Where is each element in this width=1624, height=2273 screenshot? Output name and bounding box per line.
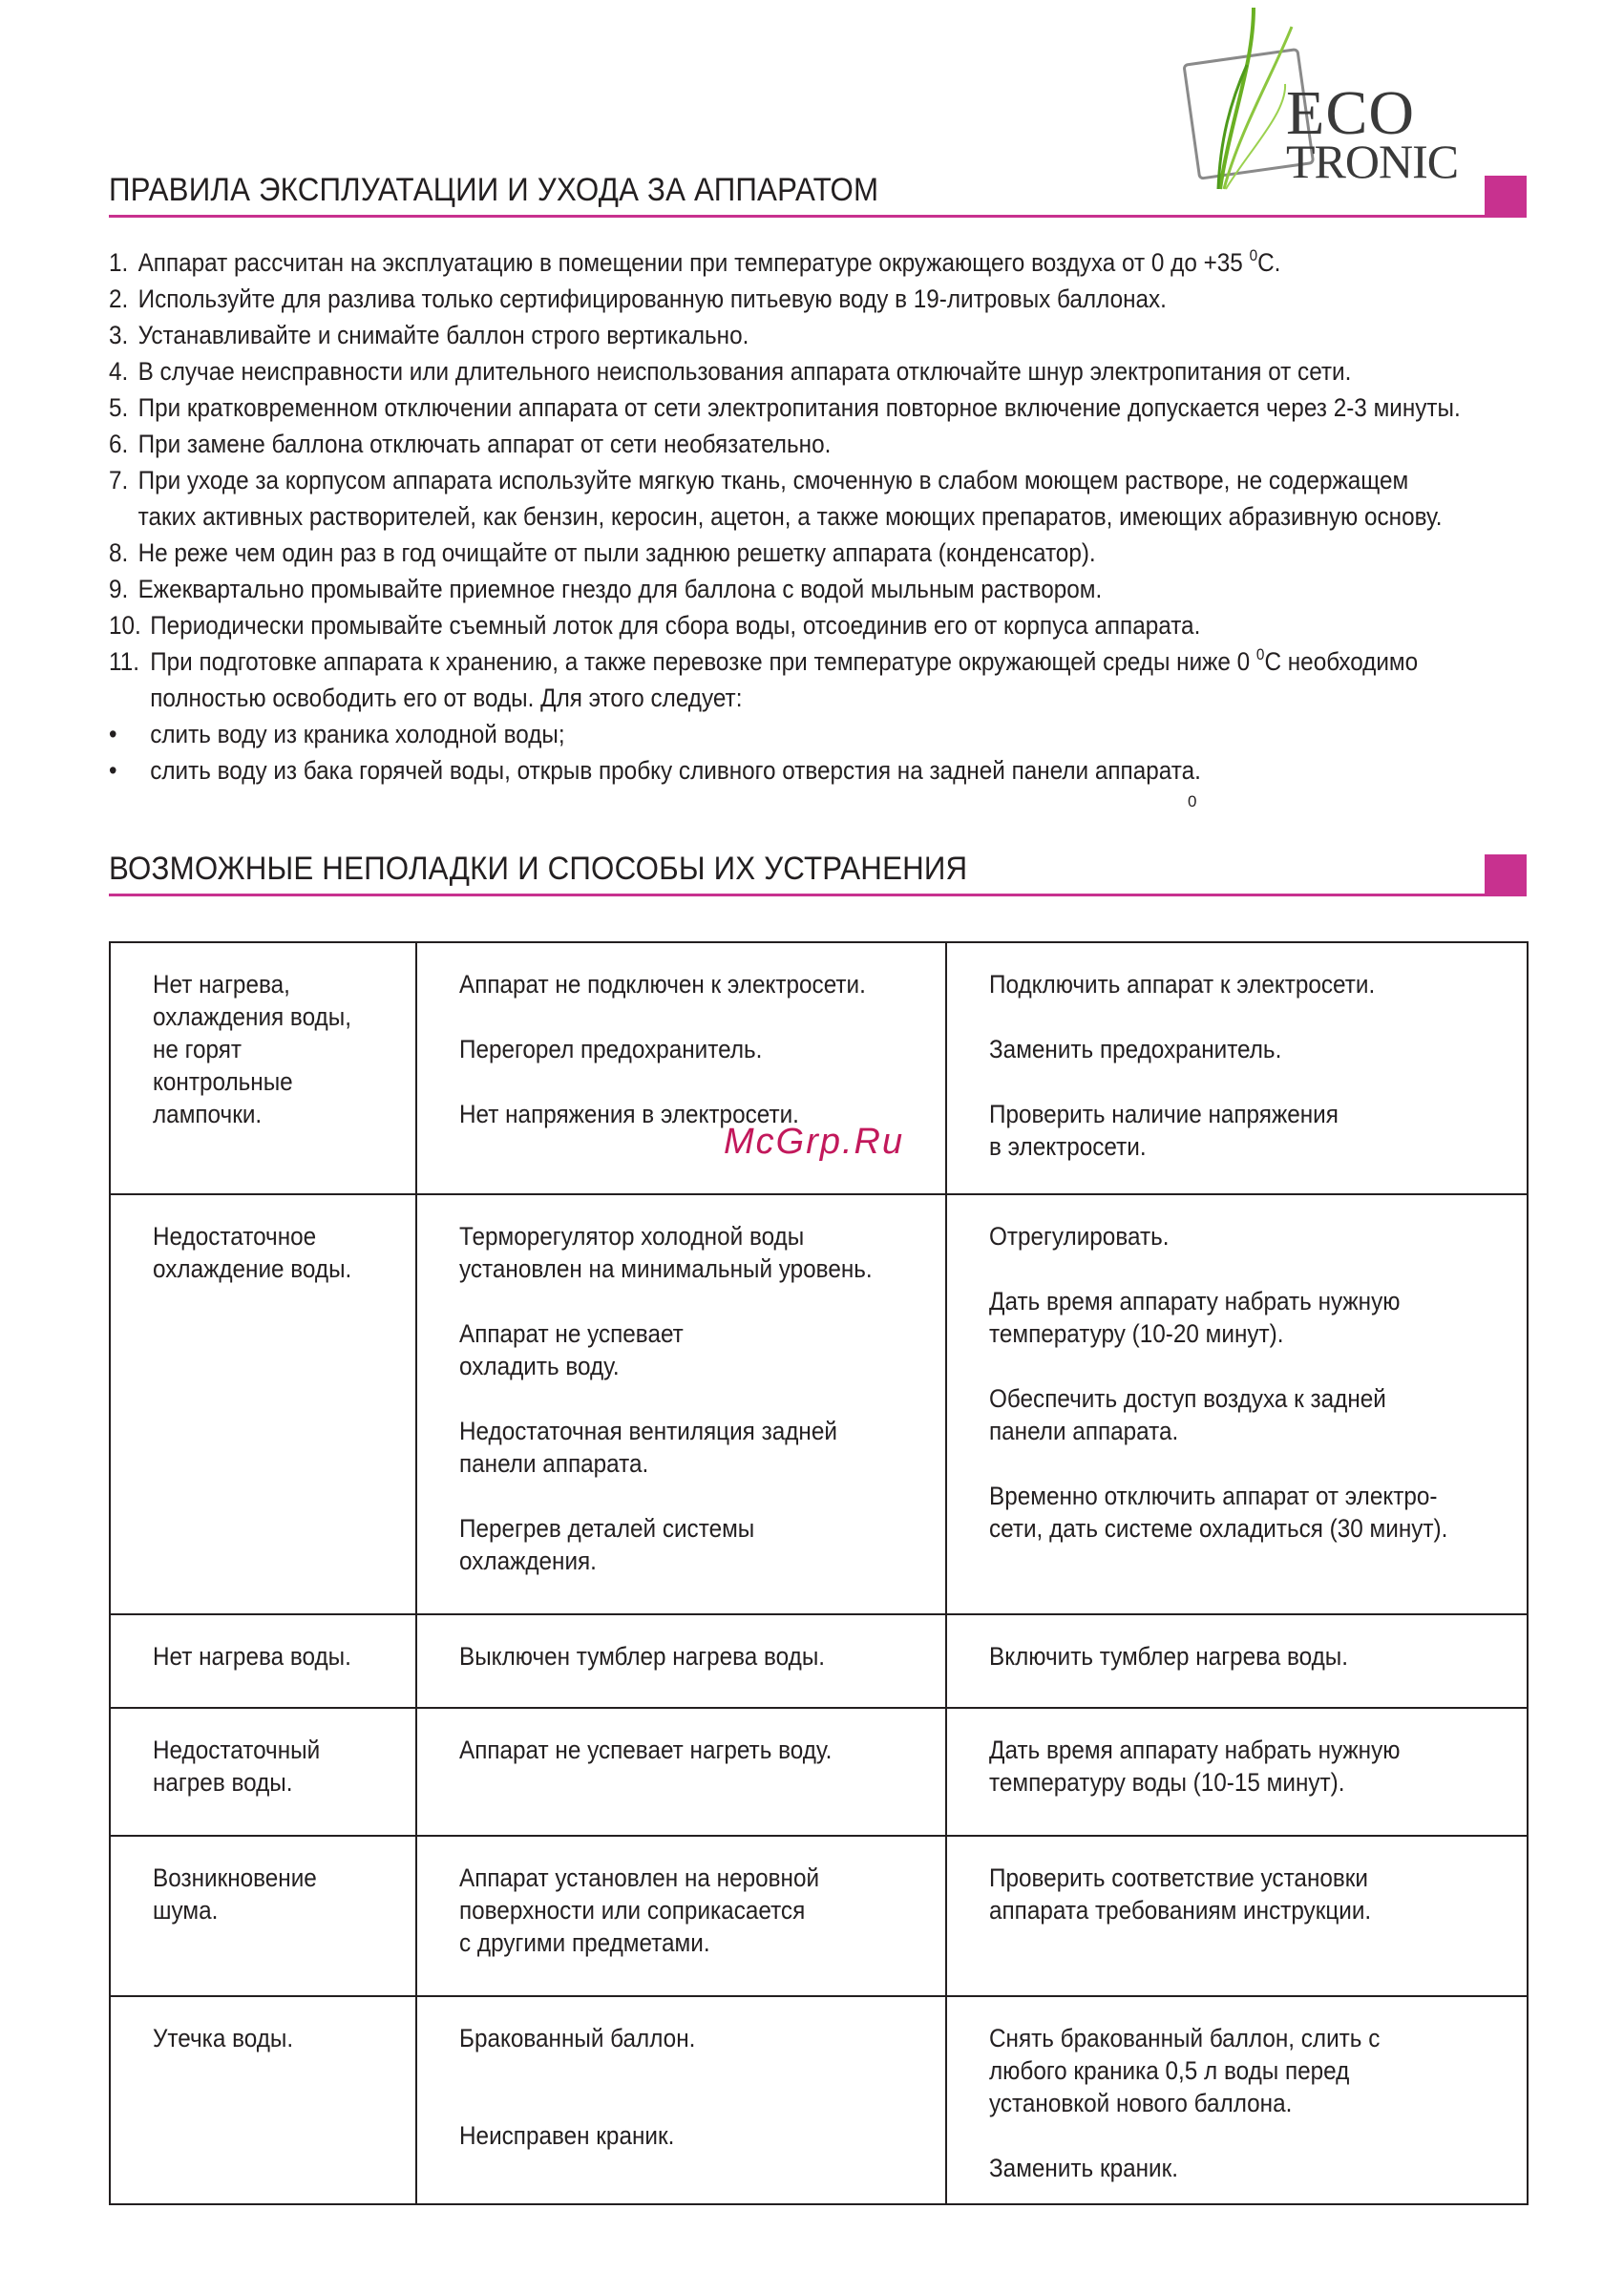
logo-text-eco: ECO [1286,78,1415,148]
item-number: 3. [109,321,129,349]
rules-list-item [109,426,1398,462]
item-text-tail: С. [1257,248,1281,277]
item-text: При подготовке аппарата к хранению, а также перевозке при температуре окружающей среды ниже 0 [150,647,1256,676]
rules-list [109,244,1541,789]
rules-list-item [109,353,1398,389]
rules-list-item [109,607,1398,643]
fix-cell [946,1996,1528,2204]
item-number: 6. [109,430,129,458]
cause-text: Аппарат установлен на неровной поверхности или соприкасается с другими предметами. [459,1863,820,1957]
rules-section-title: ПРАВИЛА ЭКСПЛУАТАЦИИ И УХОДА ЗА АППАРАТОМ [109,172,879,208]
cause-cell [416,1614,946,1708]
item-text-continued: таких активных растворителей, как бензин, керосин, ацетон, а также моющих препаратов, имеющих абразивную основу. [137,502,1443,531]
item-number: 9. [109,575,129,603]
fault-cell: Нет нагрева воды. [110,1614,416,1708]
fix-text: Временно отключить аппарат от электро- сети, дать системе охладиться (30 минут). [989,1482,1448,1543]
item-text: Аппарат рассчитан на эксплуатацию в помещении при температуре окружающего воздуха от 0 до +35 [137,248,1250,277]
cause-text: Перегорел предохранитель. [459,1035,763,1063]
item-number: 7. [109,466,129,495]
item-number: 2. [109,284,129,313]
rules-list-item [109,389,1461,426]
fix-text: Включить тумблер нагрева воды. [989,1642,1349,1671]
item-text-tail: С необходимо [1264,647,1419,676]
fix-text: Снять бракованный баллон, слить с любого краника 0,5 л воды перед установкой нового баллона. [989,2024,1381,2117]
rules-title-accent [1485,176,1527,218]
cause-text: Аппарат не успевает нагреть воду. [459,1736,833,1764]
cause-text: Недостаточная вентиляция задней панели аппарата. [459,1417,837,1478]
degree-mark: 0 [1249,246,1258,264]
item-text: Периодически промывайте съемный лоток для сбора воды, отсоединив его от корпуса аппарата. [150,611,1201,640]
fix-text: Подключить аппарат к электросети. [989,970,1376,999]
watermark: McGrp.Ru [724,1122,905,1162]
fault-cell: Недостаточное охлаждение воды. [110,1194,416,1614]
cause-cell [416,1996,946,2204]
rules-list-item [109,462,1443,535]
fault-row [110,1614,1528,1708]
fault-row [110,1708,1528,1836]
fault-cell: Недостаточный нагрев воды. [110,1708,416,1836]
cause-text: Аппарат не подключен к электросети. [459,970,866,999]
item-number: 1. [109,248,129,277]
stray-mark: 0 [1188,792,1197,810]
rules-list-item [109,535,1398,571]
faults-title-accent [1485,854,1527,896]
rules-title-underline [109,215,1527,218]
rules-list-item [109,281,1398,317]
fix-text: Обеспечить доступ воздуха к задней панели аппарата. [989,1384,1386,1445]
item-text: Устанавливайте и снимайте баллон строго вертикально. [137,321,749,349]
rules-bullet-item [109,752,1398,789]
fix-cell [946,1194,1528,1614]
cause-text: Неисправен краник. [459,2121,675,2150]
cause-text: Нет напряжения в электросети. [459,1100,799,1128]
item-text: При кратковременном отключении аппарата от сети электропитания повторное включение допускается через 2-3 минуты. [137,393,1461,422]
fix-text: Заменить предохранитель. [989,1035,1282,1063]
fix-text: Заменить краник. [989,2154,1178,2182]
faults-section-title: ВОЗМОЖНЫЕ НЕПОЛАДКИ И СПОСОБЫ ИХ УСТРАНЕНИЯ [109,851,968,887]
fix-cell [946,1708,1528,1836]
rules-list-item [109,244,1398,281]
fault-row [110,1836,1528,1996]
cause-cell [416,1194,946,1614]
item-number: • [109,720,117,748]
fault-cell: Нет нагрева, охлаждения воды, не горят контрольные лампочки. [110,942,416,1194]
degree-mark: 0 [1255,645,1265,663]
cause-text: Перегрев деталей системы охлаждения. [459,1514,755,1575]
cause-cell [416,1708,946,1836]
item-number: 10. [109,611,141,640]
cause-cell [416,1836,946,1996]
rules-list-item [109,317,1398,353]
faults-title-underline [109,894,1527,896]
fix-cell [946,1614,1528,1708]
cause-text: Выключен тумблер нагрева воды. [459,1642,826,1671]
item-text: В случае неисправности или длительного неиспользования аппарата отключайте шнур электропитания от сети. [137,357,1352,386]
fix-cell [946,1836,1528,1996]
fault-row [110,1996,1528,2204]
item-number: 5. [109,393,129,422]
item-text: слить воду из бака горячей воды, открыв пробку сливного отверстия на задней панели аппарата. [150,756,1201,785]
fix-text: Проверить наличие напряжения в электросети. [989,1100,1339,1161]
fix-text: Отрегулировать. [989,1222,1170,1251]
item-text: слить воду из краника холодной воды; [150,720,565,748]
fault-cell: Утечка воды. [110,1996,416,2204]
item-number: 4. [109,357,129,386]
logo-text-tronic: TRONIC [1286,135,1459,188]
item-text: При уходе за корпусом аппарата используйте мягкую ткань, смоченную в слабом моющем растворе, не содержащем [137,466,1409,495]
item-text: Не реже чем один раз в год очищайте от пыли заднюю решетку аппарата (конденсатор). [137,538,1096,567]
cause-text: Терморегулятор холодной воды установлен на минимальный уровень. [459,1222,873,1283]
rules-list-item [109,643,1419,716]
item-number: • [109,756,117,785]
rules-bullet-item [109,716,1398,752]
fix-text: Дать время аппарату набрать нужную температуру воды (10-15 минут). [989,1736,1401,1797]
fix-cell [946,942,1528,1194]
fix-text: Проверить соответствие установки аппарата требованиям инструкции. [989,1863,1372,1925]
eco-tronic-logo [1163,8,1478,199]
cause-text: Бракованный баллон. [459,2024,696,2052]
item-text: Используйте для разлива только сертифицированную питьевую воду в 19-литровых баллонах. [137,284,1167,313]
item-number: 8. [109,538,129,567]
cause-text: Аппарат не успевает охладить воду. [459,1319,684,1380]
rules-list-item [109,571,1398,607]
item-text: Ежеквартально промывайте приемное гнездо для баллона с водой мыльным раствором. [137,575,1103,603]
fault-cell: Возникновение шума. [110,1836,416,1996]
item-text: При замене баллона отключать аппарат от сети необязательно. [137,430,832,458]
item-number: 11. [109,647,139,676]
fix-text: Дать время аппарату набрать нужную температуру (10-20 минут). [989,1287,1401,1348]
item-text-continued: полностью освободить его от воды. Для этого следует: [150,684,743,712]
fault-row [110,1194,1528,1614]
